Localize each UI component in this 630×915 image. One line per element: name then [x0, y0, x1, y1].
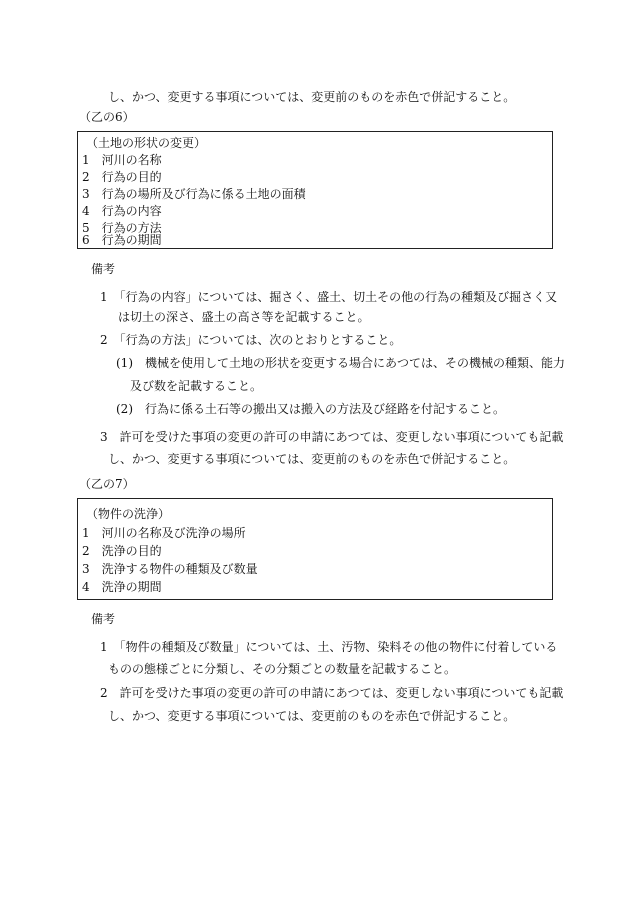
section7-item: 2 洗浄の目的 [82, 544, 162, 558]
section6-item: 6 行為の期間 [82, 233, 162, 247]
section6-remark-line: は切土の深さ、盛土の高さ等を記載すること。 [118, 310, 370, 324]
section7-item: 4 洗浄の期間 [82, 580, 162, 594]
section7-box-title: （物件の洗浄） [86, 507, 171, 521]
section6-label: （乙の6） [79, 110, 135, 124]
section6-item: 2 行為の目的 [82, 170, 162, 184]
section6-item: 5 行為の方法 [82, 221, 162, 235]
section6-remark-line: 及び数を記載すること。 [130, 379, 263, 393]
section6-remark-line: 2 「行為の方法」については、次のとおりとすること。 [100, 333, 402, 347]
section6-remark-line: 1 「行為の内容」については、掘さく、盛土、切土その他の行為の種類及び掘さく又 [100, 290, 558, 304]
section6-remark-line: (1) 機械を使用して土地の形状を変更する場合にあつては、その機械の種類、能力 [116, 356, 566, 370]
section7-item: 1 河川の名称及び洗浄の場所 [82, 526, 246, 540]
section6-remarks-title: 備考 [91, 262, 116, 276]
section7-remark-line: 1 「物件の種類及び数量」については、土、汚物、染料その他の物件に付着している [100, 640, 558, 654]
section7-label: （乙の7） [79, 477, 135, 491]
section6-remark-line: し、かつ、変更する事項については、変更前のものを赤色で併記すること。 [108, 452, 516, 466]
section6-item: 1 河川の名称 [82, 153, 162, 167]
section6-remark-line: (2) 行為に係る土石等の搬出又は搬入の方法及び経路を付記すること。 [116, 402, 506, 416]
section6-box-title: （土地の形状の変更） [86, 136, 207, 150]
section6-remark-line: 3 許可を受けた事項の変更の許可の申請にあつては、変更しない事項についても記載 [100, 430, 564, 444]
section7-remark-line: ものの態様ごとに分類し、その分類ごとの数量を記載すること。 [108, 662, 457, 676]
section7-remark-line: 2 許可を受けた事項の変更の許可の申請にあつては、変更しない事項についても記載 [100, 686, 564, 700]
section7-box [77, 498, 553, 600]
section6-item: 4 行為の内容 [82, 204, 162, 218]
section6-box [77, 131, 553, 249]
section7-remarks-title: 備考 [91, 612, 116, 626]
section6-item: 3 行為の場所及び行為に係る土地の面積 [82, 187, 306, 201]
section7-remark-line: し、かつ、変更する事項については、変更前のものを赤色で併記すること。 [108, 709, 516, 723]
intro-continuation-line: し、かつ、変更する事項については、変更前のものを赤色で併記すること。 [108, 90, 516, 104]
section7-item: 3 洗浄する物件の種類及び数量 [82, 562, 258, 576]
